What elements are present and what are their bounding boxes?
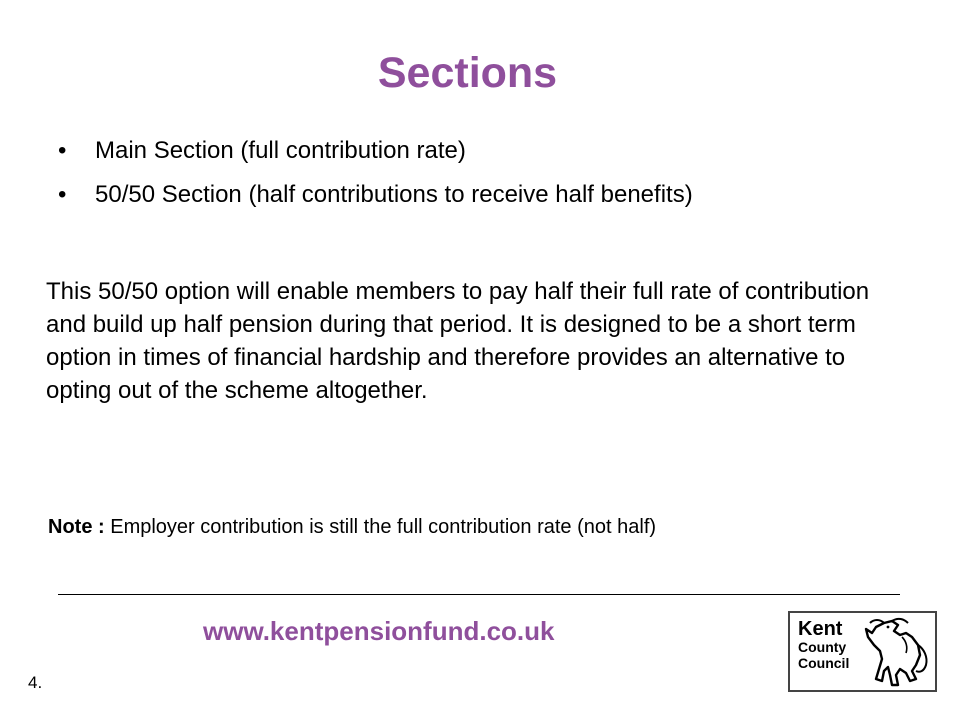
note <box>48 514 928 540</box>
logo-line-kent: Kent <box>798 618 843 640</box>
website-link[interactable]: www.kentpensionfund.co.uk <box>203 616 555 646</box>
bullet-item-main-section <box>58 136 928 166</box>
bullet-text: 50/50 Section (half contributions to receive half benefits) <box>95 181 693 208</box>
note-label: Note : <box>48 516 105 538</box>
slide-number: 4. <box>28 673 43 692</box>
white-horse-icon <box>854 615 934 689</box>
footer-divider <box>58 594 900 595</box>
logo-line-county: County <box>798 639 847 655</box>
bullet-marker: • <box>58 181 67 208</box>
kent-county-council-logo <box>788 611 937 692</box>
bullet-marker: • <box>58 137 67 164</box>
logo-line-council: Council <box>798 655 850 671</box>
slide-title: Sections <box>377 49 558 97</box>
bullet-list <box>58 136 928 224</box>
note-text: Employer contribution is still the full contribution rate (not half) <box>104 516 657 538</box>
bullet-text: Main Section (full contribution rate) <box>95 137 466 164</box>
logo-text <box>798 619 849 671</box>
body-paragraph: This 50/50 option will enable members to pay half their full rate of contribution and build up half pension during that period. It is designed to be a short term option in times of financial hardship and therefore provides an alternative to opting out of the scheme altogether. <box>46 278 870 404</box>
bullet-item-5050-section <box>58 180 928 210</box>
